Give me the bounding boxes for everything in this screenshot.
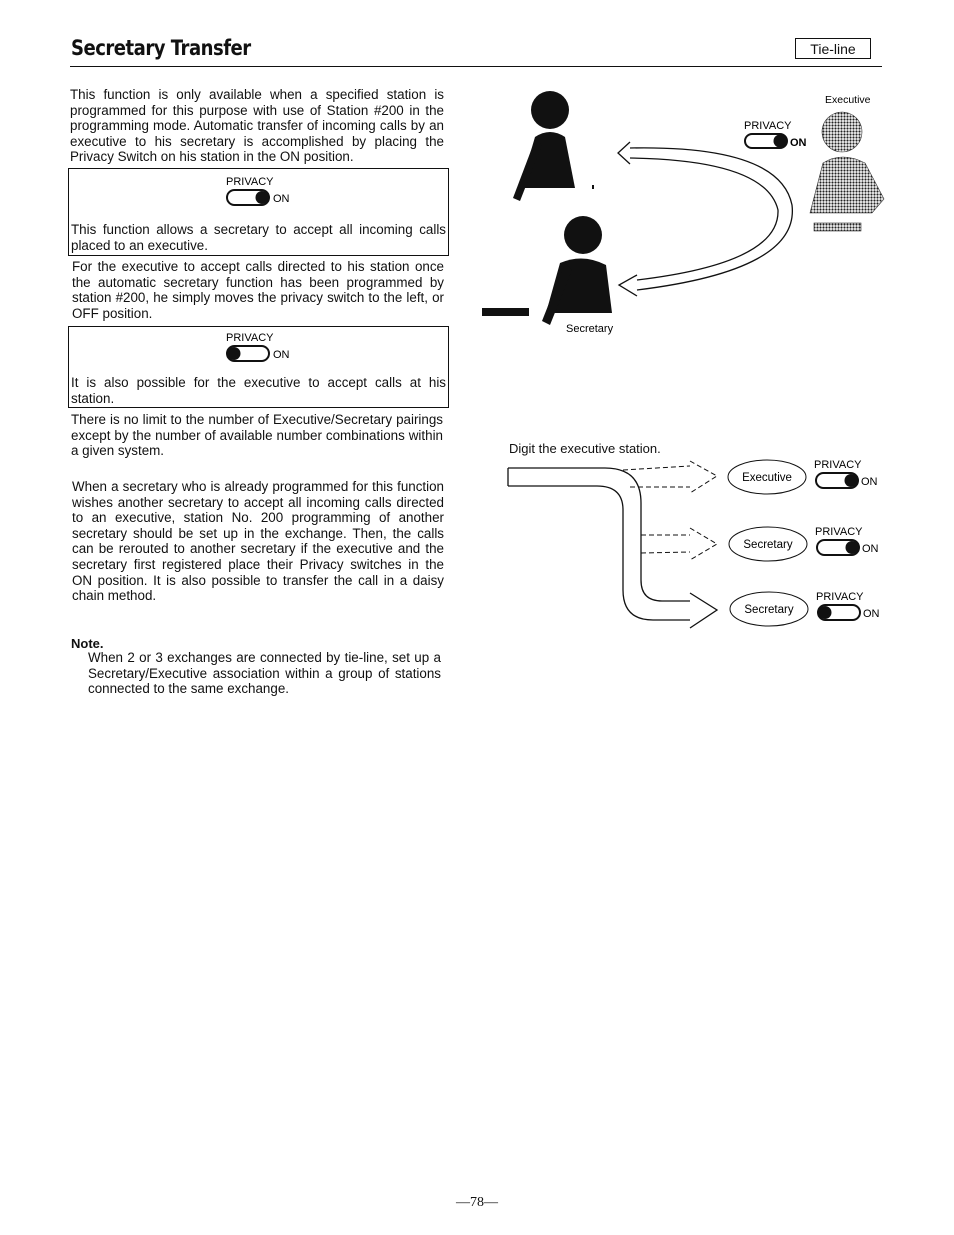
section-tag: Tie-line: [795, 38, 871, 59]
paragraph-3: There is no limit to the number of Executive/Secretary pairings except by the number of available number combinations within a given system.: [71, 412, 443, 459]
switch-box-off: [68, 326, 449, 408]
paragraph-2: For the executive to accept calls directed to his station once the automatic secretary function has been programmed by station #200, he simply moves the privacy switch to the left, or OFF position.: [72, 259, 444, 321]
privacy-switch-on-label: ON: [273, 349, 290, 361]
privacy-switch-label: PRIVACY: [226, 332, 274, 344]
transfer-figure: [480, 85, 900, 345]
routing-node-secretary-2: [730, 591, 880, 626]
routing-node-secretary: [729, 526, 879, 561]
node-switch-on: ON: [863, 608, 880, 620]
person-executive-icon: [513, 91, 594, 201]
executive-privacy-switch-icon: [744, 120, 807, 149]
routing-node-executive: [728, 459, 878, 494]
note-text: When 2 or 3 exchanges are connected by tie-line, set up a Secretary/Executive association within a group of stations connected to the same exchange.: [88, 650, 441, 697]
node-switch-label: PRIVACY: [814, 459, 862, 471]
node-label: Executive: [742, 472, 792, 484]
note-title: Note.: [71, 636, 104, 651]
privacy-switch-off-icon: [223, 329, 303, 363]
page-title: Secretary Transfer: [71, 36, 251, 60]
page-number: —78—: [456, 1195, 498, 1210]
dashed-arrow-executive-icon: [623, 461, 717, 493]
node-switch-label: PRIVACY: [816, 591, 864, 603]
node-label: Secretary: [743, 539, 793, 551]
node-switch-label: PRIVACY: [815, 526, 863, 538]
figure1-switch-label: PRIVACY: [744, 120, 792, 132]
node-switch-on: ON: [862, 543, 879, 555]
intro-paragraph: This function is only available when a specified station is programmed for this purpose with use of Station #200 in the programming mode. Automatic transfer of incoming calls by an executive to his secretary is accomplished by placing the Privacy Switch on his station in the ON position.: [70, 87, 444, 165]
privacy-switch-on-icon: [223, 173, 303, 207]
person-executive-station-icon: [810, 112, 884, 231]
box1-text: This function allows a secretary to accept all incoming calls placed to an executive.: [71, 222, 446, 253]
routing-pipe-icon: [508, 468, 717, 628]
node-switch-on: ON: [861, 476, 878, 488]
node-label: Secretary: [744, 604, 794, 616]
dashed-arrow-secretary-icon: [641, 528, 717, 560]
person-secretary-icon: [482, 216, 612, 325]
privacy-switch-on-label: ON: [273, 193, 290, 205]
secretary-label: Secretary: [566, 323, 614, 335]
paragraph-4: When a secretary who is already programmed for this function wishes another secretary to accept all incoming calls directed to an executive, station No. 200 programming of another secretary should be set up in the exchange. Then, the calls can be rerouted to another secretary if the executive and the secretary first registered place their Privacy switches in the ON position. It is also possible to transfer the call in a daisy chain method.: [72, 479, 444, 604]
header-rule: [70, 66, 882, 67]
figure1-switch-on: ON: [790, 137, 807, 149]
routing-diagram: [505, 455, 895, 640]
routing-caption: Digit the executive station.: [509, 441, 661, 456]
switch-box-on: [68, 168, 449, 256]
executive-label: Executive: [825, 94, 871, 106]
transfer-arrow-icon: [618, 142, 792, 296]
privacy-switch-label: PRIVACY: [226, 176, 274, 188]
box2-text: It is also possible for the executive to accept calls at his station.: [71, 375, 446, 406]
